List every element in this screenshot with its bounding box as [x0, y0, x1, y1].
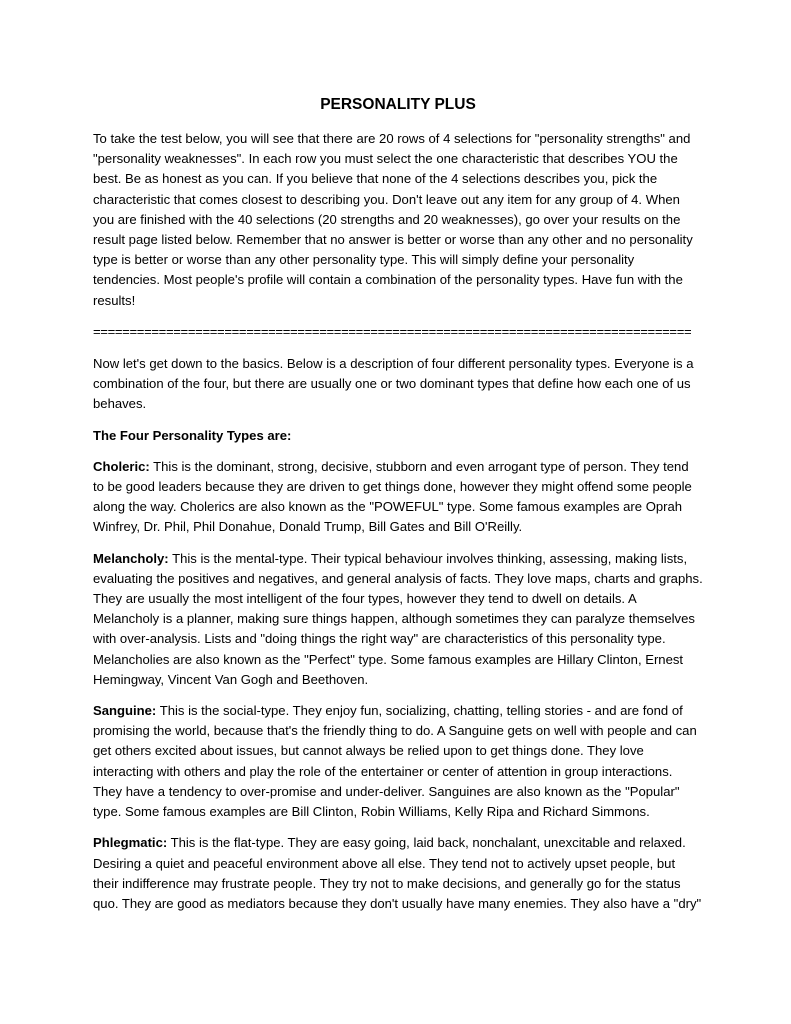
type-term: Phlegmatic: [93, 835, 168, 851]
type-description: This is the dominant, strong, decisive, stubborn and even arrogant type of person. They tend to be good leaders because they are driven to get things done, however they might offend some people along the way. Cholerics are also known as the "POWEFUL" type. Some famous examples are Oprah Winfrey, Dr. Phil, Phil Donahue, Donald Trump, Bill Gates and Bill O'Reilly. [93, 458, 692, 535]
type-term: Choleric: [93, 458, 150, 474]
types-heading: The Four Personality Types are: [93, 427, 292, 443]
page-title: PERSONALITY PLUS [320, 96, 476, 113]
type-description: This is the social-type. They enjoy fun, socializing, chatting, telling stories - and are fond of promising the world, because that's the friendly thing to do. A Sanguine gets on well with people and can get others excited about issues, but cannot always be relied upon to get things done. They love interacting with others and play the role of the entertainer or center of attention in group interactions. They have a tendency to over-promise and under-deliver. Sanguines are also known as the "Popular" type. Some famous examples are Bill Clinton, Robin Williams, Kelly Ripa and Richard Simmons. [93, 703, 697, 820]
type-description: This is the mental-type. Their typical behaviour involves thinking, assessing, making lists, evaluating the positives and negatives, and general analysis of facts. They love maps, charts and graphs. They are usually the most intelligent of the four types, however they tend to dwell on details. A Melancholy is a planner, making sure things happen, although sometimes they can paralyze themselves with over-analysis. Lists and "doing things the right way" are characteristics of this personality type. Melancholies are also known as the "Perfect" type. Some famous examples are Hillary Clinton, Ernest Hemingway, Vincent Van Gogh and Beethoven. [93, 550, 703, 687]
type-sanguine [93, 701, 703, 822]
type-term: Sanguine: [93, 703, 157, 719]
type-term: Melancholy: [93, 550, 169, 566]
separator-line: ================================================================================== [93, 323, 692, 339]
type-description: This is the flat-type. They are easy going, laid back, nonchalant, unexcitable and relaxed. Desiring a quiet and peaceful environment above all else. They tend not to actively upset people, but their indifference may frustrate people. They try not to make decisions, and generally go for the status quo. They are good as mediators because they don't usually have many enemies. They also have a "dry" [93, 835, 702, 911]
type-melancholy [93, 549, 703, 690]
type-phlegmatic [93, 833, 703, 914]
basics-paragraph: Now let's get down to the basics. Below is a description of four different personality types. Everyone is a combination of the four, but there are usually one or two dominant types that define how each one of us behaves. [93, 356, 694, 412]
document-page [93, 0, 703, 925]
type-choleric [93, 457, 703, 538]
intro-paragraph: To take the test below, you will see that there are 20 rows of 4 selections for "personality strengths" and "personality weaknesses". In each row you must select the one characteristic that describes YOU the best. Be as honest as you can. If you believe that none of the 4 selections describes you, pick the characteristic that comes closest to describing you. Don't leave out any item for any group of 4. When you are finished with the 40 selections (20 strengths and 20 weaknesses), go over your results on the result page listed below. Remember that no answer is better or worse than any other and no personality type is better or worse than any other personality type. This will simply define your personality tendencies. Most people's profile will contain a combination of the personality types. Have fun with the results! [93, 131, 693, 308]
